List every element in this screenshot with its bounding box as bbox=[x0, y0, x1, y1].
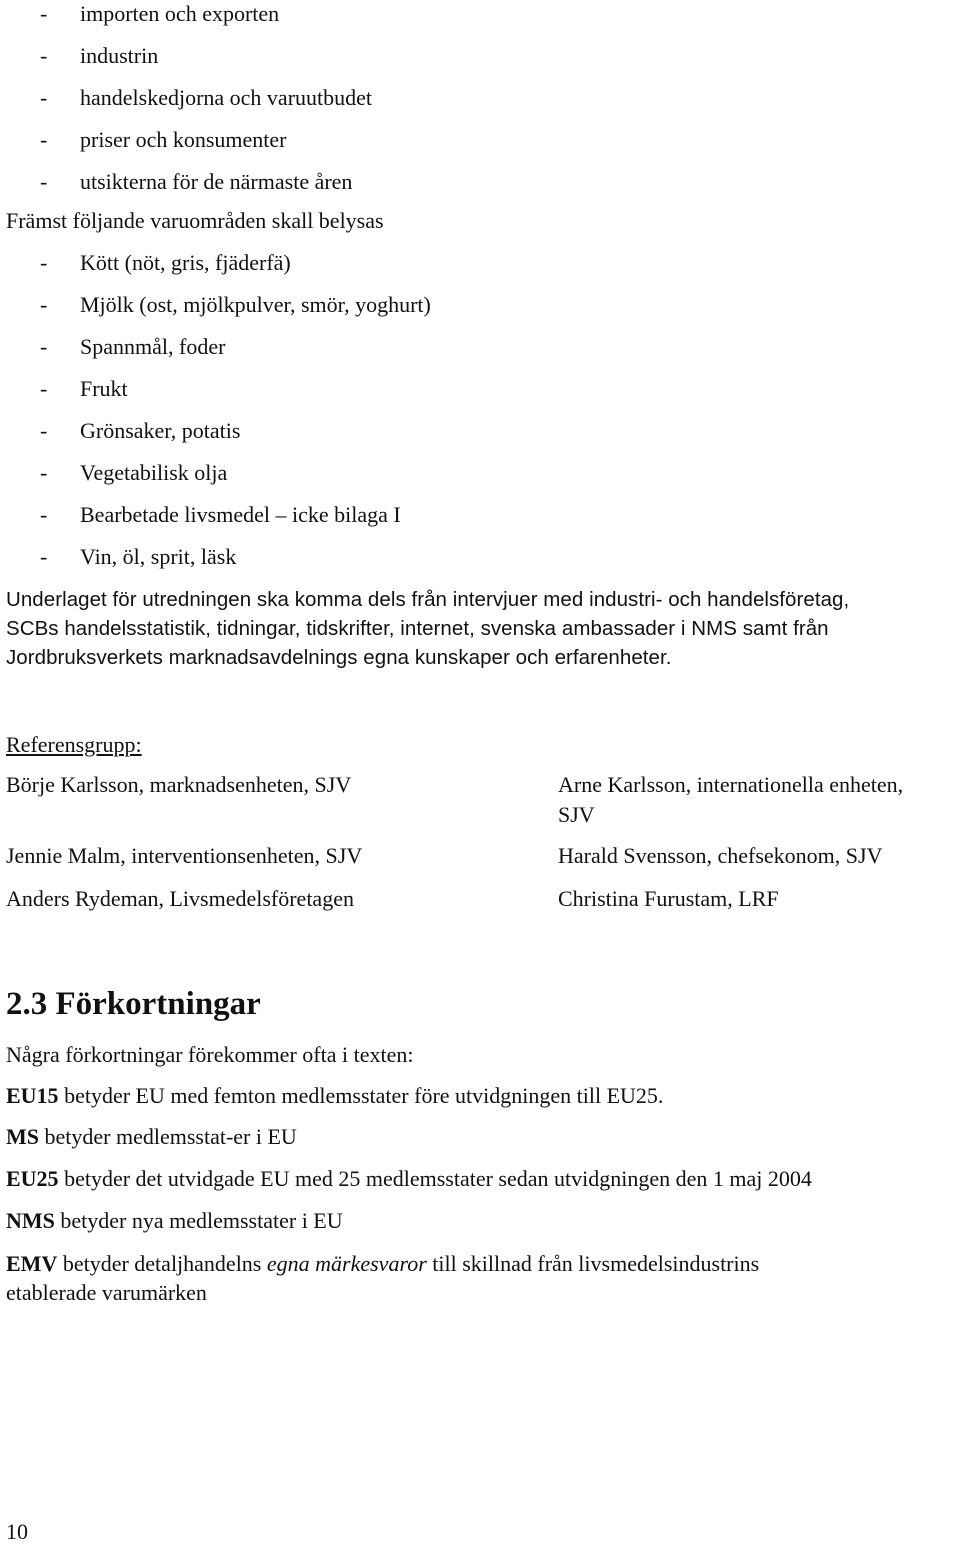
reference-member-continued: SJV bbox=[558, 802, 595, 827]
underlag-paragraph bbox=[6, 585, 956, 672]
abbreviation-entry: EMV betyder detaljhandelns egna märkesvaror till skillnad från livsmedelsindustrins etablerade varumärken bbox=[6, 1251, 760, 1305]
reference-member: Jennie Malm, interventionsenheten, SJV bbox=[6, 843, 363, 868]
section-intro: Några förkortningar förekommer ofta i texten: bbox=[6, 1042, 414, 1067]
section-title: 2.3 Förkortningar bbox=[6, 986, 261, 1022]
abbreviation-term: EU25 bbox=[6, 1166, 59, 1191]
list-item: - importen och exporten bbox=[40, 1, 280, 26]
reference-member: Arne Karlsson, internationella enheten, bbox=[558, 772, 904, 797]
referensgrupp-heading: Referensgrupp: bbox=[6, 732, 142, 757]
reference-member: Börje Karlsson, marknadsenheten, SJV bbox=[6, 772, 352, 797]
list-item: - Kött (nöt, gris, fjäderfä) bbox=[40, 250, 291, 275]
list-item: - Mjölk (ost, mjölkpulver, smör, yoghurt) bbox=[40, 292, 431, 317]
paragraph-line: Jordbruksverkets marknadsavdelnings egna kunskaper och erfarenheter. bbox=[6, 646, 672, 669]
abbreviation-entry: NMS betyder nya medlemsstater i EU bbox=[6, 1208, 343, 1233]
abbreviation-entry: EU15 betyder EU med femton medlemsstater före utvidgningen till EU25. bbox=[6, 1083, 664, 1108]
reference-member: Christina Furustam, LRF bbox=[558, 886, 779, 911]
list-item: - handelskedjorna och varuutbudet bbox=[40, 85, 373, 110]
page-number: 10 bbox=[6, 1519, 28, 1544]
list-item: - industrin bbox=[40, 43, 159, 68]
list-item: - Vin, öl, sprit, läsk bbox=[40, 544, 237, 569]
list-item: - priser och konsumenter bbox=[40, 127, 287, 152]
abbreviation-term: EMV bbox=[6, 1251, 58, 1276]
list-item: - Grönsaker, potatis bbox=[40, 418, 241, 443]
varuomraden-list bbox=[0, 242, 431, 578]
list-item: - Frukt bbox=[40, 376, 128, 401]
paragraph-line: SCBs handelsstatistik, tidningar, tidskrifter, internet, svenska ambassader i NMS samt från bbox=[6, 617, 829, 640]
varuomraden-heading: Främst följande varuområden skall belysas bbox=[6, 208, 384, 233]
abbreviation-term: EU15 bbox=[6, 1083, 59, 1108]
list-item: - utsikterna för de närmaste åren bbox=[40, 169, 353, 194]
topics-list bbox=[0, 0, 372, 203]
abbreviation-entry: EU25 betyder det utvidgade EU med 25 medlemsstater sedan utvidgningen den 1 maj 2004 bbox=[6, 1166, 812, 1191]
abbreviation-entry: MS betyder medlemsstat-er i EU bbox=[6, 1124, 297, 1149]
emphasis-text: egna märkesvaror bbox=[266, 1251, 427, 1276]
abbreviation-term: NMS bbox=[6, 1208, 55, 1233]
list-item: - Spannmål, foder bbox=[40, 334, 226, 359]
reference-member: Harald Svensson, chefsekonom, SJV bbox=[558, 843, 883, 868]
abbreviation-term: MS bbox=[6, 1124, 39, 1149]
reference-member: Anders Rydeman, Livsmedelsföretagen bbox=[6, 886, 354, 911]
list-item: - Vegetabilisk olja bbox=[40, 460, 228, 485]
paragraph-line: Underlaget för utredningen ska komma dels från intervjuer med industri- och handelsföretag, bbox=[6, 588, 850, 611]
list-item: - Bearbetade livsmedel – icke bilaga I bbox=[40, 502, 401, 527]
